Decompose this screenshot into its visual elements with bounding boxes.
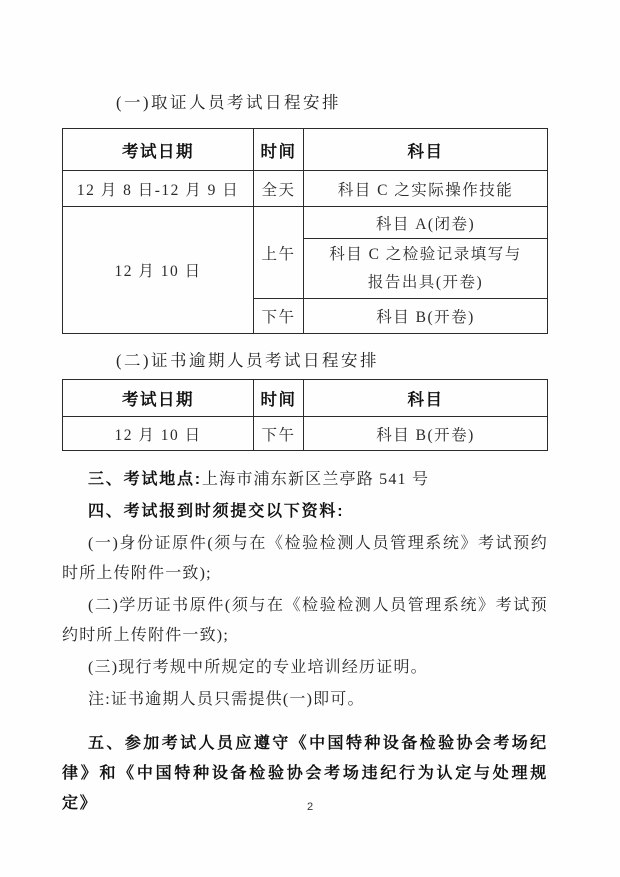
- col-header-subject: 科目: [304, 129, 548, 171]
- col-header-exam-date: 考试日期: [63, 380, 254, 417]
- paragraph-material-3: (三)现行考规中所规定的专业培训经历证明。: [88, 659, 428, 676]
- cell-exam-date: 12 月 10 日: [63, 207, 254, 334]
- paragraph-exam-discipline: 五、参加考试人员应遵守《中国特种设备检验协会考场纪律》和《中国特种设备检验协会考场违纪行为认定与处理规定》: [62, 735, 548, 812]
- overdue-schedule-table: [62, 379, 548, 451]
- cell-subject-a: 科目 A(闭卷): [304, 207, 548, 239]
- cell-subject: 科目 B(开卷): [304, 417, 548, 451]
- certification-schedule-table: [62, 128, 548, 334]
- cell-exam-date: 12 月 8 日-12 月 9 日: [63, 171, 254, 207]
- table-header-row: [63, 380, 548, 417]
- cell-time: 下午: [254, 417, 304, 451]
- paragraph-note: 注:证书逾期人员只需提供(一)即可。: [88, 691, 365, 708]
- table-header-row: [63, 129, 548, 171]
- cell-exam-date: 12 月 10 日: [63, 417, 254, 451]
- paragraph-materials-heading: 四、考试报到时须提交以下资料:: [88, 503, 345, 520]
- cell-subject-b: 科目 B(开卷): [304, 299, 548, 334]
- cell-subject: 科目 C 之实际操作技能: [304, 171, 548, 207]
- page-number: 2: [306, 801, 314, 813]
- cell-time: 全天: [254, 171, 304, 207]
- exam-location-text: 上海市浦东新区兰亭路 541 号: [201, 471, 430, 488]
- cell-time-afternoon: 下午: [254, 299, 304, 334]
- section2-heading: (二)证书逾期人员考试日程安排: [116, 351, 379, 370]
- paragraph-exam-location: [62, 465, 548, 495]
- table-row: [63, 207, 548, 239]
- table-row: [63, 417, 548, 451]
- section1-heading: (一)取证人员考试日程安排: [116, 93, 341, 112]
- exam-location-label: 三、考试地点:: [88, 471, 202, 488]
- paragraph-material-1: (一)身份证原件(须与在《检验检测人员管理系统》考试预约时所上传附件一致);: [62, 535, 548, 582]
- cell-subject-c: 科目 C 之检验记录填写与报告出具(开卷): [304, 239, 548, 299]
- paragraph-material-2: (二)学历证书原件(须与在《检验检测人员管理系统》考试预约时所上传附件一致);: [62, 597, 548, 644]
- document-content: [62, 0, 548, 821]
- col-header-time: 时间: [254, 380, 304, 417]
- col-header-exam-date: 考试日期: [63, 129, 254, 171]
- cell-time-morning: 上午: [254, 207, 304, 299]
- table-row: [63, 171, 548, 207]
- col-header-time: 时间: [254, 129, 304, 171]
- col-header-subject: 科目: [304, 380, 548, 417]
